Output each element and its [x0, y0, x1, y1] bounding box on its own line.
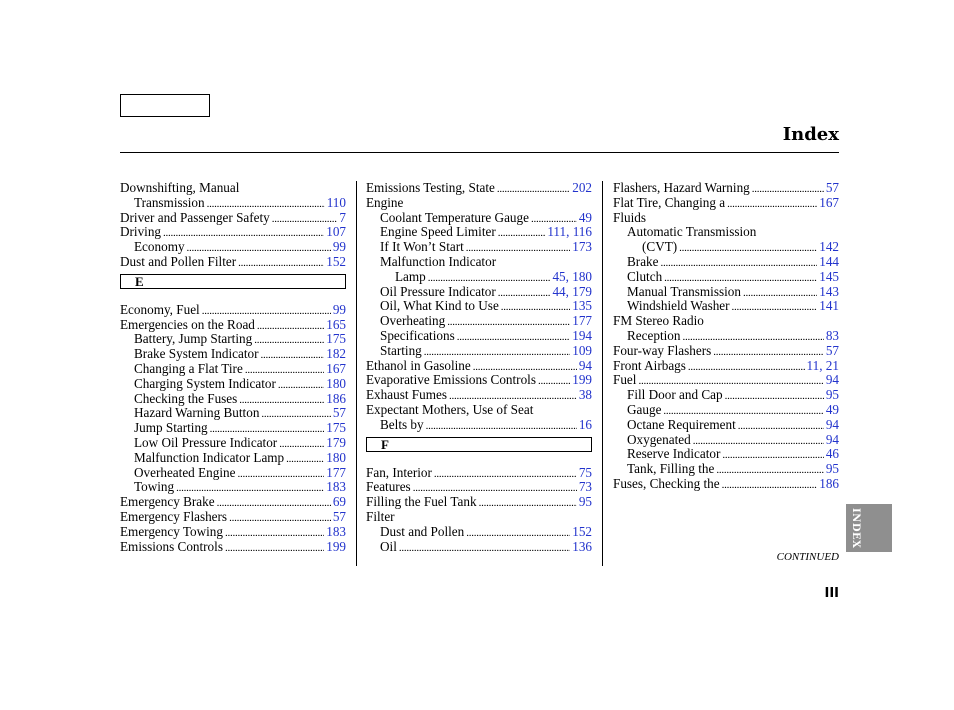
entry-text: If It Won’t Start [380, 239, 464, 255]
entry-text: Fluids [613, 209, 646, 225]
section-header: F [366, 437, 592, 452]
page-link[interactable]: 45, 180 [552, 268, 592, 284]
page-link[interactable]: 167 [819, 194, 839, 210]
entry-text: Exhaust Fumes [366, 387, 447, 403]
section-header: E [120, 274, 346, 289]
index-entry [366, 495, 592, 510]
dot-leader [447, 314, 570, 330]
column-divider [602, 181, 603, 566]
index-entry [120, 362, 346, 377]
index-entry [366, 403, 592, 418]
index-entry [613, 447, 839, 462]
index-column-3 [613, 181, 839, 492]
entry-text: Fuses, Checking the [613, 475, 720, 491]
index-entry [120, 540, 346, 555]
page-link[interactable]: 199 [326, 538, 346, 554]
page-link[interactable]: 107 [326, 224, 346, 240]
entry-text: Checking the Fuses [134, 390, 238, 406]
entry-text: Transmission [134, 194, 205, 210]
index-entry [613, 329, 839, 344]
entry-text: Low Oil Pressure Indicator [134, 434, 278, 450]
index-entry [120, 225, 346, 240]
page-title: Index [782, 124, 839, 145]
page-link[interactable]: 94 [825, 431, 839, 447]
index-entry [366, 270, 592, 285]
entry-text: Downshifting, Manual [120, 180, 240, 195]
entry-text: Overheated Engine [134, 464, 236, 480]
entry-text: Four-way Flashers [613, 342, 712, 358]
index-column-1 [120, 181, 346, 554]
index-entry [613, 433, 839, 448]
entry-text: Reception [627, 327, 681, 343]
index-entry [613, 477, 839, 492]
entry-text: Windshield Washer [627, 298, 730, 314]
entry-text: Flashers, Hazard Warning [613, 180, 750, 195]
page-link[interactable]: 165 [326, 316, 346, 332]
index-entry [120, 436, 346, 451]
page-link[interactable]: 182 [326, 346, 346, 362]
entry-text: Jump Starting [134, 420, 208, 436]
dot-leader [426, 418, 577, 434]
entry-text: Front Airbags [613, 357, 686, 373]
page-link[interactable]: 57 [332, 508, 346, 524]
index-entry [366, 255, 592, 270]
dot-leader [225, 540, 324, 556]
page-link[interactable]: 152 [326, 253, 346, 269]
page-link[interactable]: 38 [578, 387, 592, 403]
page-link[interactable]: 99 [332, 301, 346, 317]
page-link[interactable]: 57 [825, 180, 839, 195]
page-link[interactable]: 186 [819, 475, 839, 491]
page-link[interactable]: 46 [825, 446, 839, 462]
entry-text: Automatic Transmission [627, 224, 757, 240]
index-entry [120, 495, 346, 510]
page-link[interactable]: 7 [339, 209, 346, 225]
index-entry [120, 196, 346, 211]
index-entry [120, 240, 346, 255]
index-side-tab[interactable] [846, 504, 892, 552]
dot-leader [752, 181, 824, 197]
page-link[interactable]: 135 [572, 298, 592, 314]
page-link[interactable]: 49 [578, 209, 592, 225]
entry-text: Emissions Testing, State [366, 180, 495, 195]
index-entry [120, 392, 346, 407]
dot-leader [501, 299, 570, 315]
index-entry [120, 211, 346, 226]
dot-leader [225, 525, 324, 541]
page-link[interactable]: 143 [819, 283, 839, 299]
entry-text: Ethanol in Gasoline [366, 357, 471, 373]
entry-text: Economy, Fuel [120, 301, 200, 317]
page-link[interactable]: 142 [819, 239, 839, 255]
entry-text: Driver and Passenger Safety [120, 209, 270, 225]
entry-text: Changing a Flat Tire [134, 360, 243, 376]
index-entry [366, 240, 592, 255]
header-tab-box [120, 94, 210, 117]
index-entry [366, 181, 592, 196]
index-entry [120, 318, 346, 333]
entry-text: Engine [366, 194, 404, 210]
page-link[interactable]: 94 [578, 357, 592, 373]
entry-text: Emergencies on the Road [120, 316, 255, 332]
index-entry [613, 285, 839, 300]
page-link[interactable]: 110 [326, 194, 346, 210]
index-entry [613, 240, 839, 255]
index-entry [120, 303, 346, 318]
entry-text: Malfunction Indicator Lamp [134, 449, 285, 465]
index-entry [613, 270, 839, 285]
dot-leader [497, 181, 570, 197]
dot-leader [479, 495, 577, 511]
entry-text: Manual Transmission [627, 283, 741, 299]
index-entry [366, 225, 592, 240]
dot-leader [279, 436, 324, 452]
entry-text: Driving [120, 224, 162, 240]
dot-leader [163, 225, 324, 241]
entry-text: Towing [134, 479, 175, 495]
entry-text: Overheating [380, 313, 446, 329]
page-link[interactable]: 136 [572, 538, 592, 554]
index-entry [613, 255, 839, 270]
page-link[interactable]: 199 [572, 372, 592, 388]
dot-leader [498, 285, 551, 301]
index-entry [613, 462, 839, 477]
index-entry [120, 181, 346, 196]
dot-leader [722, 477, 818, 493]
index-entry [366, 466, 592, 481]
page-link[interactable]: 183 [326, 479, 346, 495]
dot-leader [732, 299, 818, 315]
entry-text: Charging System Indicator [134, 375, 276, 391]
page-link[interactable]: 144 [819, 253, 839, 269]
dot-leader [238, 255, 324, 271]
dot-leader [257, 318, 324, 334]
dot-leader [538, 373, 570, 389]
entry-text: Fill Door and Cap [627, 387, 723, 403]
index-entry [613, 418, 839, 433]
page-link[interactable]: 173 [572, 239, 592, 255]
index-entry [366, 285, 592, 300]
entry-text: Fan, Interior [366, 464, 432, 480]
continued-label: CONTINUED [776, 551, 839, 563]
entry-text: Clutch [627, 268, 663, 284]
index-entry [120, 466, 346, 481]
entry-text: Filling the Fuel Tank [366, 494, 477, 510]
dot-leader [661, 255, 818, 271]
index-entry [120, 510, 346, 525]
entry-text: Oxygenated [627, 431, 691, 447]
index-entry [613, 211, 839, 226]
index-entry [120, 451, 346, 466]
page-link[interactable]: 73 [578, 479, 592, 495]
index-entry [613, 299, 839, 314]
page-link[interactable]: 57 [332, 405, 346, 421]
dot-leader [466, 525, 570, 541]
entry-text: Hazard Warning Button [134, 405, 260, 421]
page-link[interactable]: 83 [825, 327, 839, 343]
entry-text: FM Stereo Radio [613, 313, 704, 329]
index-entry [366, 540, 592, 555]
entry-text: Oil, What Kind to Use [380, 298, 499, 314]
page-link[interactable]: 141 [819, 298, 839, 314]
dot-leader [229, 510, 331, 526]
page-link[interactable]: 183 [326, 523, 346, 539]
page-link[interactable]: 95 [578, 494, 592, 510]
index-entry [613, 196, 839, 211]
index-entry [366, 525, 592, 540]
entry-text: Coolant Temperature Gauge [380, 209, 529, 225]
page-link[interactable]: 94 [825, 416, 839, 432]
header-rule [120, 152, 839, 153]
dot-leader [727, 196, 817, 212]
dot-leader [738, 418, 824, 434]
page-link[interactable]: 95 [825, 387, 839, 403]
page-link[interactable]: 177 [326, 464, 346, 480]
column-divider [356, 181, 357, 566]
page-link[interactable]: 179 [326, 434, 346, 450]
page-link[interactable]: 69 [332, 494, 346, 510]
entry-text: Emergency Flashers [120, 508, 228, 524]
page-link[interactable]: 99 [332, 239, 346, 255]
page-number: III [824, 586, 839, 601]
dot-leader [457, 329, 571, 345]
index-entry [366, 299, 592, 314]
entry-text: Oil Pressure Indicator [380, 283, 496, 299]
entry-text: Tank, Filling the [627, 461, 715, 477]
page-link[interactable]: 152 [572, 523, 592, 539]
index-entry [613, 373, 839, 388]
index-entry [366, 344, 592, 359]
page-link[interactable]: 186 [326, 390, 346, 406]
index-entry [120, 377, 346, 392]
dot-leader [278, 377, 324, 393]
page-link[interactable]: 177 [572, 313, 592, 329]
index-column-2 [366, 181, 592, 554]
entry-text: Emergency Towing [120, 523, 223, 539]
page-link[interactable]: 44, 179 [552, 283, 592, 299]
entry-text: Reserve Indicator [627, 446, 721, 462]
index-entry [366, 480, 592, 495]
entry-text: Economy [134, 239, 185, 255]
index-entry [120, 406, 346, 421]
page-link[interactable]: 75 [578, 464, 592, 480]
entry-text: Expectant Mothers, Use of Seat [366, 401, 534, 417]
page-link[interactable]: 194 [572, 327, 592, 343]
entry-text: Dust and Pollen Filter [120, 253, 237, 269]
entry-text: Flat Tire, Changing a [613, 194, 726, 210]
entry-text: Emissions Controls [120, 538, 223, 554]
entry-text: Engine Speed Limiter [380, 224, 496, 240]
index-entry [366, 510, 592, 525]
dot-leader [399, 540, 570, 556]
entry-text: Belts by [380, 416, 424, 432]
index-entry [366, 196, 592, 211]
entry-text: Evaporative Emissions Controls [366, 372, 536, 388]
page-link[interactable]: 145 [819, 268, 839, 284]
entry-text: Octane Requirement [627, 416, 736, 432]
page-link[interactable]: 111, 116 [547, 224, 592, 240]
index-entry [120, 480, 346, 495]
dot-leader [261, 347, 325, 363]
dot-leader [217, 495, 331, 511]
entry-text: Brake [627, 253, 659, 269]
index-entry [366, 329, 592, 344]
entry-text: Emergency Brake [120, 494, 215, 510]
entry-text: Brake System Indicator [134, 346, 259, 362]
page-link[interactable]: 11, 21 [806, 357, 839, 373]
entry-text: Specifications [380, 327, 455, 343]
page-link[interactable]: 49 [825, 401, 839, 417]
page-link[interactable]: 94 [825, 372, 839, 388]
side-tab-label: INDEX [850, 508, 861, 549]
index-entry [613, 314, 839, 329]
index-entry [366, 314, 592, 329]
index-entry [613, 388, 839, 403]
page-link[interactable]: 202 [572, 180, 592, 195]
entry-text: Filter [366, 508, 395, 524]
index-entry [613, 225, 839, 240]
dot-leader [261, 406, 330, 422]
entry-text: Oil [380, 538, 397, 554]
index-entry [120, 332, 346, 347]
index-entry [120, 421, 346, 436]
page-link[interactable]: 109 [572, 342, 592, 358]
index-entry [120, 255, 346, 270]
dot-leader [434, 466, 577, 482]
entry-text: (CVT) [642, 239, 678, 255]
entry-text: Fuel [613, 372, 637, 388]
dot-leader [716, 462, 823, 478]
entry-text: Features [366, 479, 411, 495]
dot-leader [286, 451, 324, 467]
page-link[interactable]: 57 [825, 342, 839, 358]
page-link[interactable]: 95 [825, 461, 839, 477]
dot-leader [688, 359, 805, 375]
index-entry [613, 359, 839, 374]
dot-leader [254, 332, 324, 348]
page-link[interactable]: 16 [578, 416, 592, 432]
index-entry [613, 344, 839, 359]
index-entry [613, 181, 839, 196]
index-entry [613, 403, 839, 418]
entry-text: Starting [380, 342, 422, 358]
dot-leader [725, 388, 824, 404]
page-link[interactable]: 175 [326, 420, 346, 436]
dot-leader [237, 466, 324, 482]
entry-text: Dust and Pollen [380, 523, 465, 539]
dot-leader [679, 240, 817, 256]
index-entry [120, 525, 346, 540]
page-link[interactable]: 167 [326, 360, 346, 376]
index-entry [366, 418, 592, 433]
index-entry [366, 359, 592, 374]
entry-text: Malfunction Indicator [380, 253, 497, 269]
index-entry [120, 347, 346, 362]
dot-leader [498, 225, 546, 241]
page-link[interactable]: 180 [326, 375, 346, 391]
index-entry [366, 211, 592, 226]
page-link[interactable]: 180 [326, 449, 346, 465]
dot-leader [722, 447, 823, 463]
index-entry [366, 373, 592, 388]
entry-text: Gauge [627, 401, 662, 417]
entry-text: Lamp [395, 268, 426, 284]
entry-text: Battery, Jump Starting [134, 331, 253, 347]
page-link[interactable]: 175 [326, 331, 346, 347]
index-entry [366, 388, 592, 403]
dot-leader [743, 285, 817, 301]
